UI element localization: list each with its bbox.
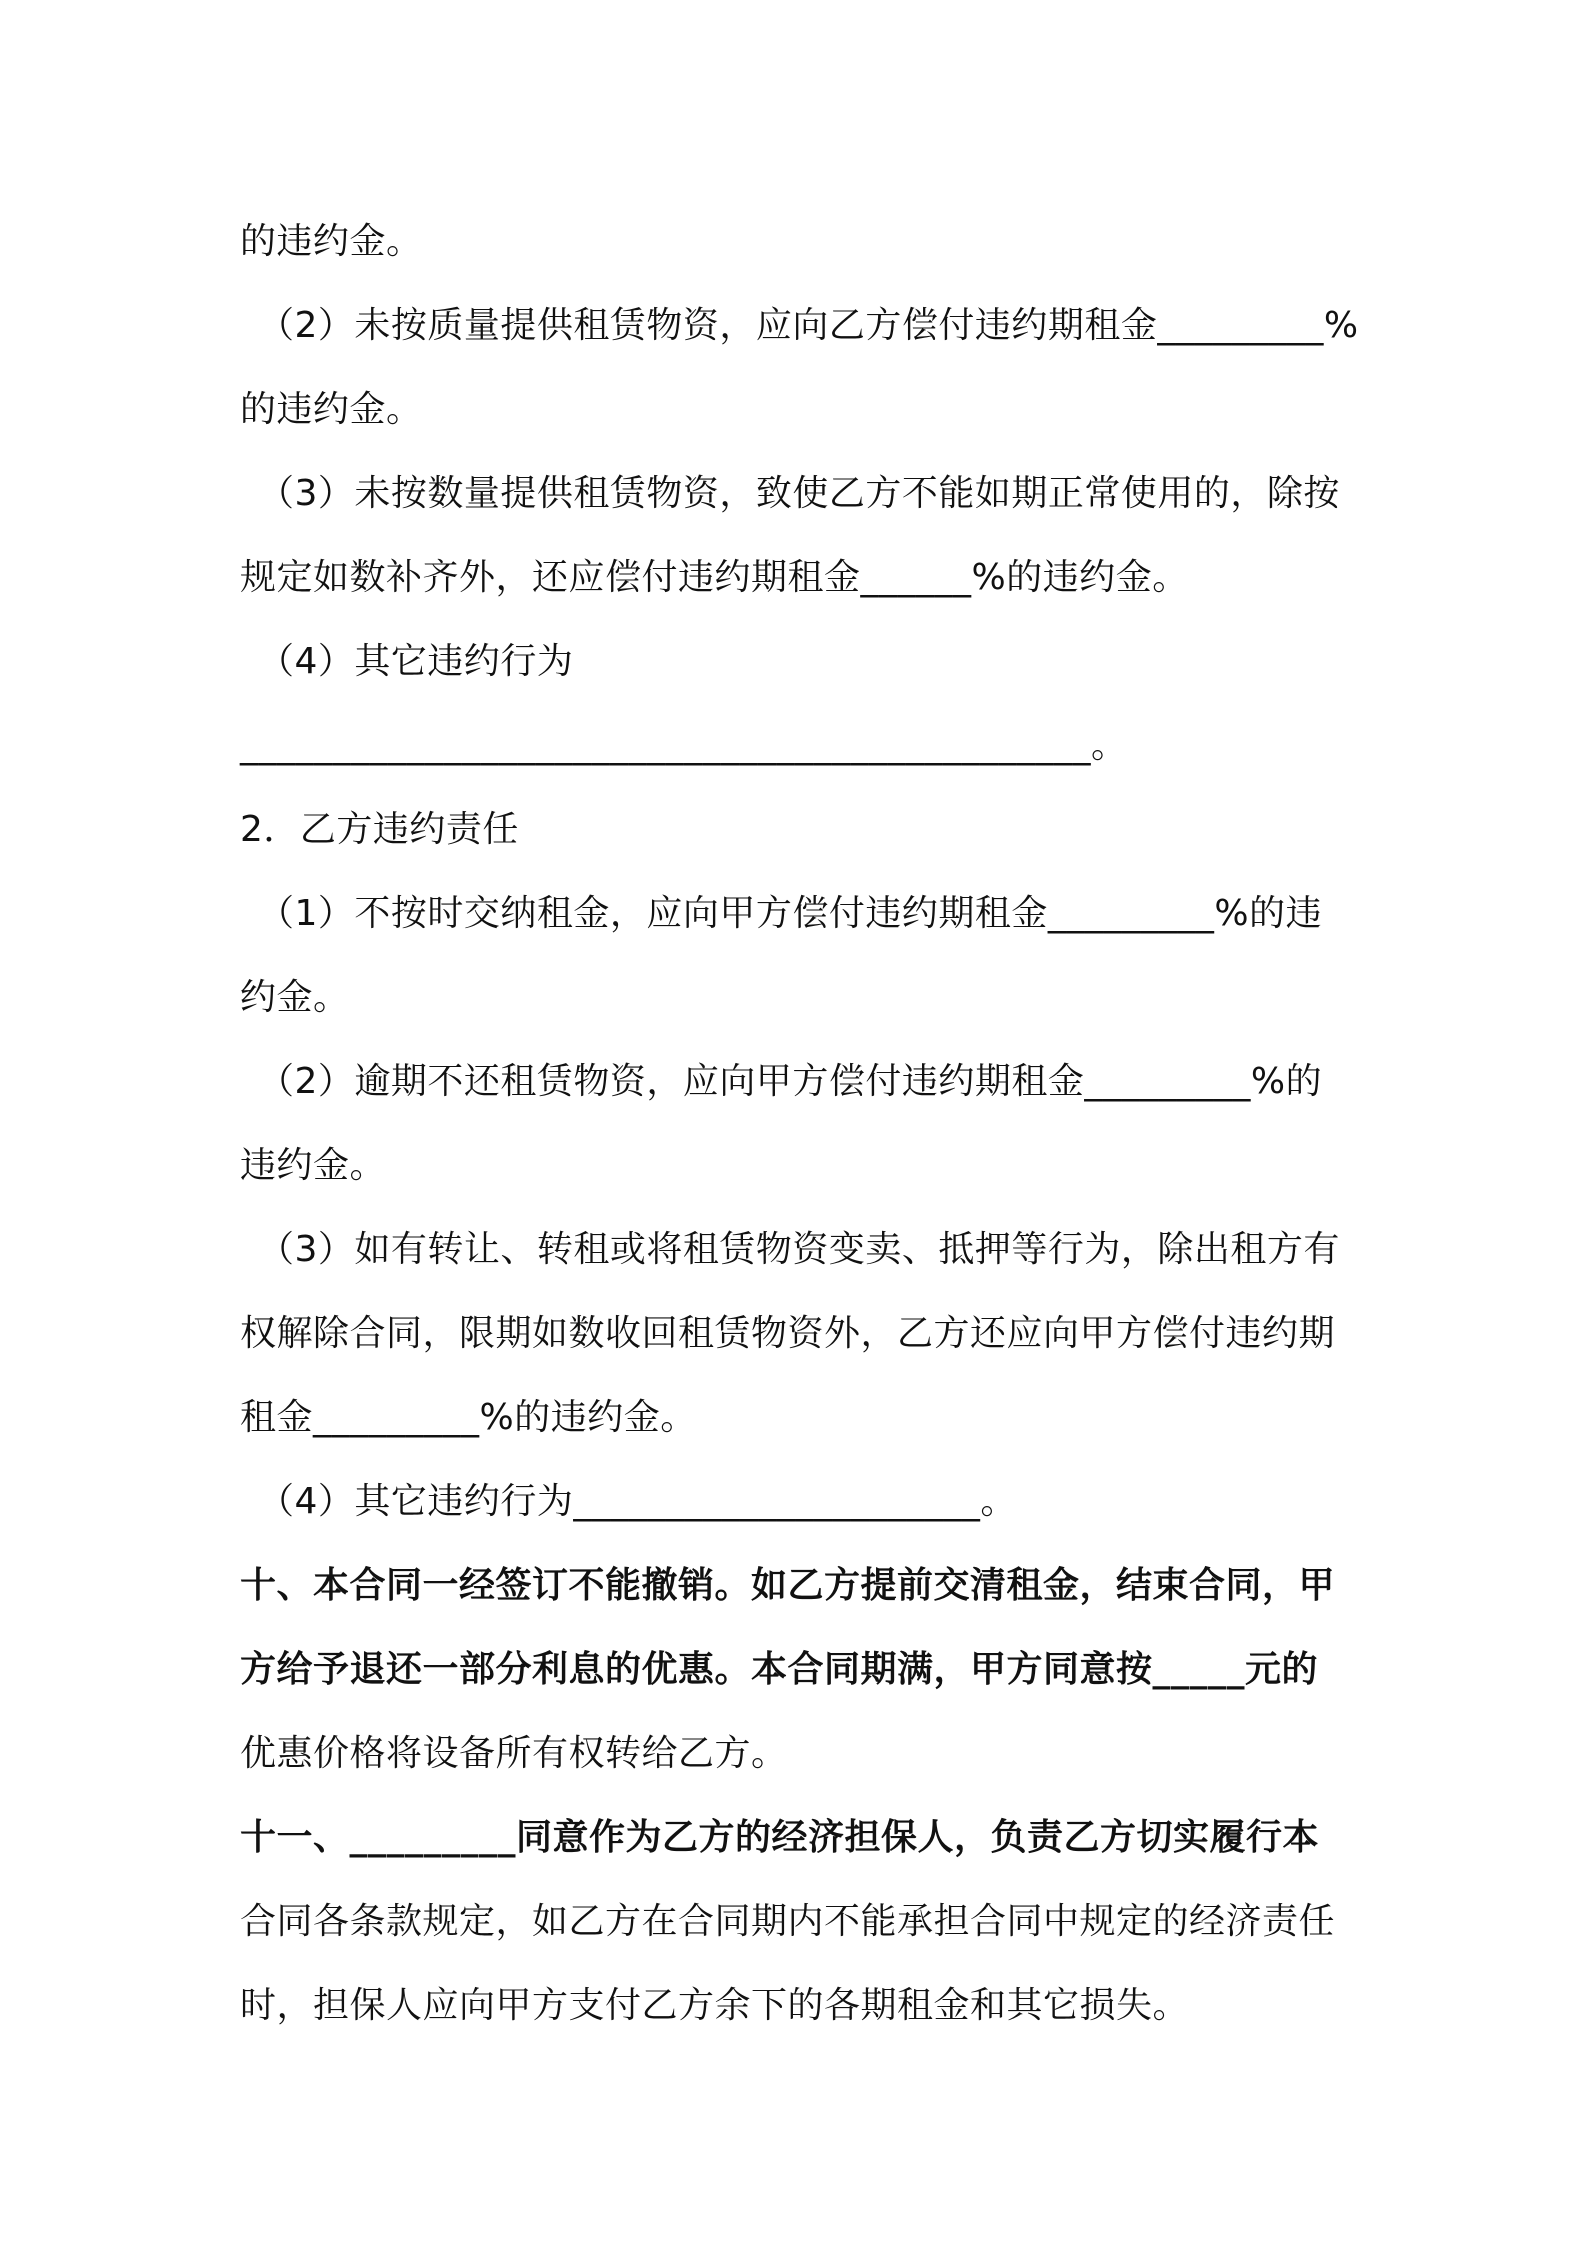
text-line: 租金_________%的违约金。 (240, 1397, 697, 1438)
clause-ten: 十、本合同一经签订不能撤销。如乙方提前交清租金，结束合同，甲 (240, 1565, 1336, 1606)
text-line: （3）未按数量提供租赁物资，致使乙方不能如期正常使用的，除按 (258, 473, 1340, 514)
text-line: 权解除合同，限期如数收回租赁物资外，乙方还应向甲方偿付违约期 (240, 1313, 1336, 1354)
text-line: 方给予退还一部分利息的优惠。本合同期满，甲方同意按_____元的 (240, 1649, 1319, 1690)
text-line: （1）不按时交纳租金，应向甲方偿付违约期租金_________%的违 (258, 893, 1323, 934)
text-line: 的违约金。 (240, 221, 423, 262)
text-line: （2）未按质量提供租赁物资，应向乙方偿付违约期租金_________% (258, 305, 1359, 346)
text-line: （2）逾期不还租赁物资，应向甲方偿付违约期租金_________%的 (258, 1061, 1323, 1102)
text-line: 违约金。 (240, 1145, 387, 1186)
text-line: 规定如数补齐外，还应偿付违约期租金______%的违约金。 (240, 557, 1189, 598)
text-line: 优惠价格将设备所有权转给乙方。 (240, 1733, 788, 1774)
text-line: ______________________________________________。 (240, 725, 1128, 766)
text-line: （4）其它违约行为______________________。 (258, 1481, 1017, 1522)
text-line: 的违约金。 (240, 389, 423, 430)
text-line: （3）如有转让、转租或将租赁物资变卖、抵押等行为，除出租方有 (258, 1229, 1340, 1270)
section-heading: 2．乙方违约责任 (240, 809, 519, 850)
contract-text (240, 200, 1360, 2048)
text-line: 合同各条款规定，如乙方在合同期内不能承担合同中规定的经济责任 (240, 1901, 1336, 1942)
text-line: 约金。 (240, 977, 350, 1018)
text-line: （4）其它违约行为 (258, 641, 574, 682)
text-line: 时，担保人应向甲方支付乙方余下的各期租金和其它损失。 (240, 1985, 1190, 2026)
clause-eleven: 十一、_________同意作为乙方的经济担保人，负责乙方切实履行本 (240, 1817, 1320, 1858)
